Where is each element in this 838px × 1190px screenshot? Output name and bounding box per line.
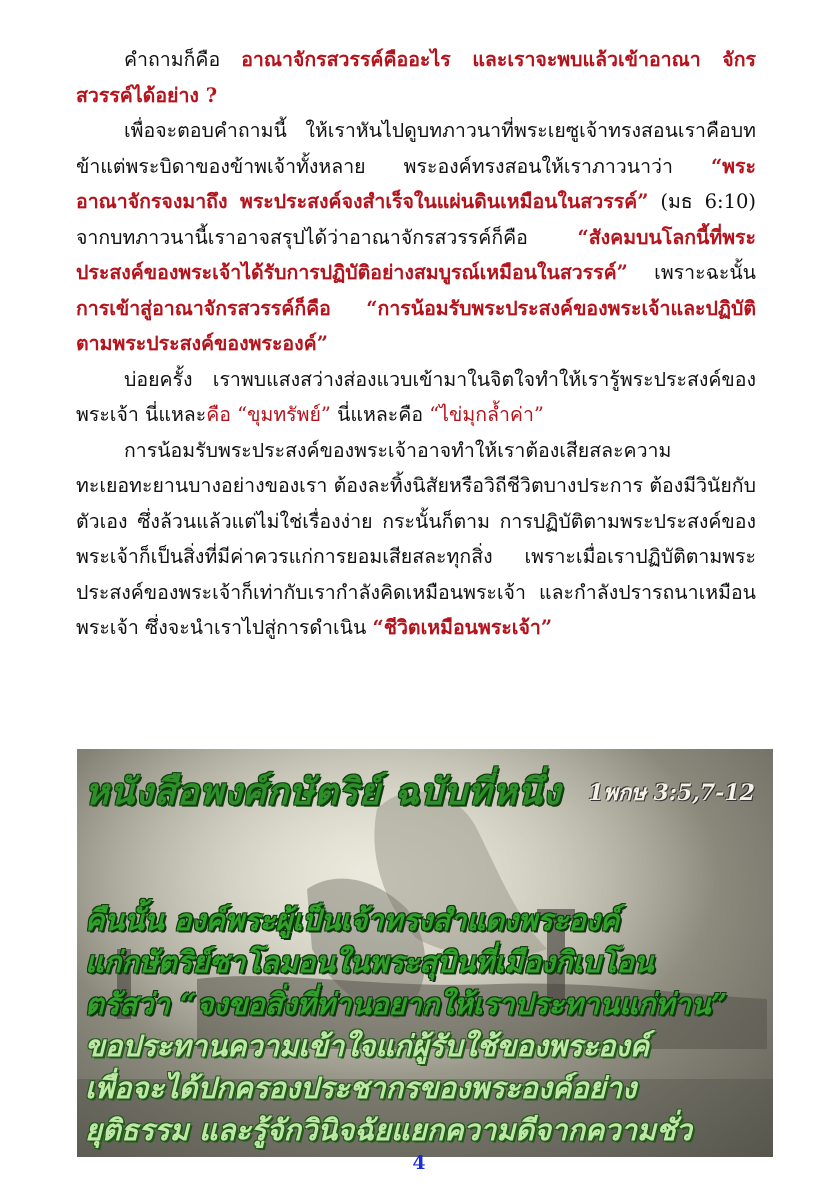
scripture-image-panel — [77, 749, 773, 1157]
verse-line: คืนนั้น องค์พระผู้เป็นเจ้าทรงสำแดงพระองค์ — [85, 903, 620, 937]
prayer-text-1: เพื่อจะตอบคำถามนี้ ให้เราหันไปดูบทภาวนาที่พระเยซูเจ้าทรงสอนเราคือบทข้าแต่พระบิดาของข้าพเจ้าทั้งหลาย พระองค์ทรงสอนให้เราภาวนาว่า — [76, 119, 756, 178]
treasure-text-1: บ่อยครั้ง เราพบแสงสว่างส่องแวบเข้ามาในจิตใจทำให้เรารู้พระประสงค์ของพระเจ้า นี่แหละ — [76, 367, 756, 426]
paragraph-treasure — [76, 362, 756, 433]
sacrifice-text: การน้อมรับพระประสงค์ของพระเจ้าอาจทำให้เราต้องเสียสละความทะเยอทะยานบางอย่างของเรา ต้องละทิ้งนิสัยหรือวิถีชีวิตบางประการ ต้องมีวินัยกับตัวเอง ซึ่งล้วนแล้วแต่ไม่ใช่เรื่องง่าย กระนั้นก็ตาม การปฏิบัติตามพระประสงค์ของพระเจ้าก็เป็นสิ่งที่มีค่าควรแก่การยอมเสียสละทุกสิ่ง เพราะเมื่อเราปฏิบัติตามพระประสงค์ของพระเจ้าก็เท่ากับเรากำลังคิดเหมือนพระเจ้า และกำลังปรารถนาเหมือนพระเจ้า ซึ่งจะนำเราไปสู่การดำเนิน — [76, 438, 756, 639]
book-title-overlay: หนังสือพงศ์กษัตริย์ ฉบับที่หนึ่ง — [85, 771, 562, 813]
question-intro: คำถามก็คือ — [124, 48, 242, 71]
treasure-quote: คือ “ขุมทรัพย์” — [206, 403, 331, 426]
prayer-text-2: (มธ 6:10) จากบทภาวนานี้เราอาจสรุปได้ว่าอาณาจักรสวรรค์ก็คือ — [76, 190, 756, 249]
article-text — [76, 42, 756, 646]
verse-line: แก่กษัตริย์ซาโลมอนในพระสุบินที่เมืองกิเบโอน — [85, 945, 654, 979]
verse-line: ตรัสว่า “จงขอสิ่งที่ท่านอยากให้เราประทานแก่ท่าน” — [85, 987, 728, 1021]
kingdom-definition: “สังคมบนโลกนี้ที่พระประสงค์ของพระเจ้าได้รับการปฏิบัติอย่างสมบูรณ์เหมือนในสวรรค์” — [76, 225, 756, 284]
entering-kingdom-quote: การเข้าสู่อาณาจักรสวรรค์ก็คือ “การน้อมรับพระประสงค์ของพระเจ้าและปฏิบัติตามพระประสงค์ของพระองค์” — [76, 296, 756, 355]
verse-line: ขอประทานความเข้าใจแก่ผู้รับใช้ของพระองค์ — [85, 1029, 649, 1063]
pearl-quote: “ไข่มุกล้ำค่า” — [429, 403, 544, 426]
verse-line: เพื่อจะได้ปกครองประชากรของพระองค์อย่าง — [85, 1071, 637, 1105]
godlike-life-quote: “ชีวิตเหมือนพระเจ้า” — [372, 616, 553, 639]
scripture-verse-overlay — [85, 899, 773, 1151]
paragraph-prayer — [76, 113, 756, 362]
paragraph-sacrifice — [76, 433, 756, 646]
question-text: อาณาจักรสวรรค์คืออะไร และเราจะพบแล้วเข้าอาณา จักรสวรรค์ได้อย่าง ? — [76, 48, 756, 107]
paragraph-question — [76, 42, 756, 113]
prayer-quote: “พระอาณาจักรจงมาถึง พระประสงค์จงสำเร็จในแผ่นดินเหมือนในสวรรค์” — [76, 154, 756, 213]
page-number: 4 — [412, 1152, 426, 1174]
verse-line: ยุติธรรม และรู้จักวินิจฉัยแยกความดีจากความชั่ว — [85, 1113, 692, 1147]
treasure-text-2: นี่แหละคือ — [330, 403, 430, 426]
scripture-reference: 1พกษ 3:5,7-12 — [588, 780, 755, 806]
prayer-text-3: เพราะฉะนั้น — [627, 261, 756, 284]
